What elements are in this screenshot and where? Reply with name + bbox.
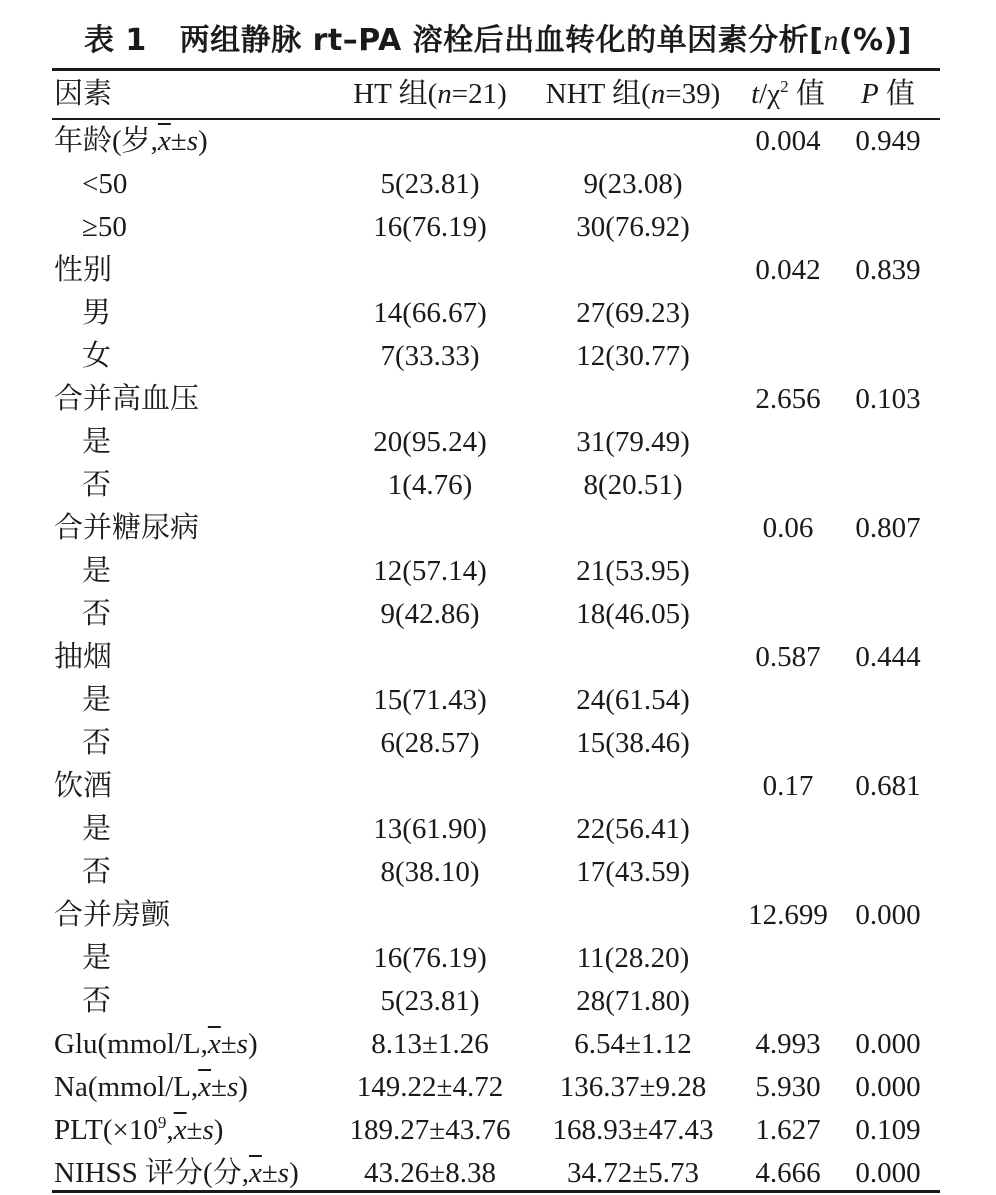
- row-label: $PLT(\times 10^9,\overline{x}\pm s)$: [54, 1113, 224, 1146]
- caption-suffix: (%)]: [838, 23, 913, 58]
- table-row: [0, 249, 996, 292]
- row-p-value: 0.103: [855, 383, 921, 415]
- row-label: 是: [82, 426, 112, 458]
- table-row: [0, 120, 996, 163]
- table-row: [0, 937, 996, 980]
- row-stat-value: 5.930: [755, 1071, 821, 1103]
- table-row: [0, 292, 996, 335]
- row-p-value: 0.949: [855, 125, 921, 157]
- row-nht-value: 168.93±47.43: [552, 1114, 714, 1146]
- row-label: 否: [82, 598, 112, 630]
- row-stat-value: 0.06: [762, 512, 814, 544]
- row-p-value: 0.000: [855, 1157, 921, 1189]
- row-nht-value: 28(71.80): [576, 985, 690, 1017]
- table-row: [0, 1152, 996, 1195]
- table-row: [0, 851, 996, 894]
- row-p-value: 0.839: [855, 254, 921, 286]
- header-p: P 值: [861, 78, 915, 110]
- row-label: 抽烟: [54, 641, 113, 673]
- row-nht-value: 12(30.77): [576, 340, 690, 372]
- row-p-value: 0.000: [855, 899, 921, 931]
- row-ht-value: 189.27±43.76: [349, 1114, 511, 1146]
- row-ht-value: 1(4.76): [387, 469, 473, 501]
- row-label: 合并房颤: [54, 899, 171, 931]
- row-stat-value: 1.627: [755, 1114, 821, 1146]
- row-label: 是: [82, 555, 112, 587]
- row-ht-value: 5(23.81): [380, 168, 480, 200]
- row-label: 年龄(岁$,\overline{x}\pm s$): [54, 125, 208, 157]
- row-label: 否: [82, 727, 112, 759]
- row-p-value: 0.807: [855, 512, 921, 544]
- row-ht-value: 5(23.81): [380, 985, 480, 1017]
- row-p-value: 0.000: [855, 1028, 921, 1060]
- row-p-value: 0.109: [855, 1114, 921, 1146]
- table-row: [0, 163, 996, 206]
- row-stat-value: 0.17: [762, 770, 814, 802]
- row-p-value: 0.444: [855, 641, 921, 673]
- row-label: NIHSS 评分(分$,\overline{x}\pm s$): [54, 1157, 299, 1189]
- row-ht-value: 7(33.33): [380, 340, 480, 372]
- row-ht-value: 6(28.57): [380, 727, 480, 759]
- table-caption: [0, 16, 996, 66]
- bottom-rule: [52, 1190, 940, 1193]
- row-label: ≥50: [82, 211, 127, 243]
- header-stat: $t/\chi^2$ 值: [751, 77, 825, 110]
- row-ht-value: 149.22±4.72: [356, 1071, 504, 1103]
- row-stat-value: 0.042: [755, 254, 821, 286]
- row-ht-value: 9(42.86): [380, 598, 480, 630]
- table-row: [0, 636, 996, 679]
- row-label: 否: [82, 469, 112, 501]
- row-nht-value: 30(76.92): [576, 211, 690, 243]
- row-label: 否: [82, 856, 112, 888]
- row-stat-value: 0.587: [755, 641, 821, 673]
- row-label: 是: [82, 813, 112, 845]
- row-stat-value: 4.993: [755, 1028, 821, 1060]
- row-ht-value: 8.13±1.26: [371, 1028, 489, 1060]
- row-stat-value: 2.656: [755, 383, 821, 415]
- row-stat-value: 0.004: [755, 125, 821, 157]
- row-nht-value: 8(20.51): [583, 469, 683, 501]
- row-label: 合并糖尿病: [54, 512, 200, 544]
- table-header-row: [0, 71, 996, 117]
- row-p-value: 0.000: [855, 1071, 921, 1103]
- table-row: [0, 894, 996, 937]
- row-nht-value: 6.54±1.12: [574, 1028, 692, 1060]
- table-row: [0, 765, 996, 808]
- table-row: [0, 980, 996, 1023]
- row-label: $Glu(mmol/L,\overline{x}\pm s)$: [54, 1028, 258, 1060]
- row-ht-value: 15(71.43): [373, 684, 487, 716]
- header-nht: NHT 组(n=39): [545, 78, 721, 110]
- row-stat-value: 12.699: [748, 899, 828, 931]
- row-label: 否: [82, 985, 112, 1017]
- table-row: [0, 378, 996, 421]
- caption-main: 两组静脉 rt–PA 溶栓后出血转化的单因素分析[: [179, 23, 824, 58]
- row-nht-value: 17(43.59): [576, 856, 690, 888]
- table-row: [0, 421, 996, 464]
- row-stat-value: 4.666: [755, 1157, 821, 1189]
- row-label: 女: [82, 340, 112, 372]
- table-row: [0, 1023, 996, 1066]
- row-label: $Na(mmol/L,\overline{x}\pm s)$: [54, 1071, 248, 1103]
- table-row: [0, 335, 996, 378]
- header-ht: HT 组(n=21): [353, 78, 507, 110]
- row-label: 是: [82, 684, 112, 716]
- row-ht-value: 16(76.19): [373, 942, 487, 974]
- row-ht-value: 12(57.14): [373, 555, 487, 587]
- caption-n: n: [823, 24, 839, 57]
- table-row: [0, 1109, 996, 1152]
- row-p-value: 0.681: [855, 770, 921, 802]
- row-nht-value: 27(69.23): [576, 297, 690, 329]
- row-nht-value: 11(28.20): [576, 942, 690, 974]
- table-row: [0, 550, 996, 593]
- row-nht-value: 9(23.08): [583, 168, 683, 200]
- row-ht-value: 16(76.19): [373, 211, 487, 243]
- table-row: [0, 464, 996, 507]
- row-ht-value: 14(66.67): [373, 297, 487, 329]
- table-row: [0, 1066, 996, 1109]
- row-label: 男: [82, 297, 112, 329]
- row-nht-value: 15(38.46): [576, 727, 690, 759]
- row-ht-value: 20(95.24): [373, 426, 487, 458]
- row-label: 合并高血压: [54, 383, 200, 415]
- table-row: [0, 507, 996, 550]
- row-label: <50: [82, 168, 128, 200]
- row-nht-value: 24(61.54): [576, 684, 690, 716]
- row-nht-value: 21(53.95): [576, 555, 690, 587]
- header-factor: 因素: [54, 78, 113, 110]
- row-label: 饮酒: [54, 770, 113, 802]
- row-nht-value: 22(56.41): [576, 813, 690, 845]
- row-nht-value: 18(46.05): [576, 598, 690, 630]
- row-nht-value: 34.72±5.73: [567, 1157, 699, 1189]
- row-label: 是: [82, 942, 112, 974]
- table-row: [0, 722, 996, 765]
- row-nht-value: 31(79.49): [576, 426, 690, 458]
- table-row: [0, 679, 996, 722]
- row-nht-value: 136.37±9.28: [559, 1071, 707, 1103]
- row-ht-value: 43.26±8.38: [364, 1157, 496, 1189]
- row-ht-value: 13(61.90): [373, 813, 487, 845]
- table-row: [0, 808, 996, 851]
- row-label: 性别: [54, 254, 113, 286]
- caption-prefix: 表 1: [83, 23, 147, 58]
- table-row: [0, 593, 996, 636]
- table-row: [0, 206, 996, 249]
- row-ht-value: 8(38.10): [380, 856, 480, 888]
